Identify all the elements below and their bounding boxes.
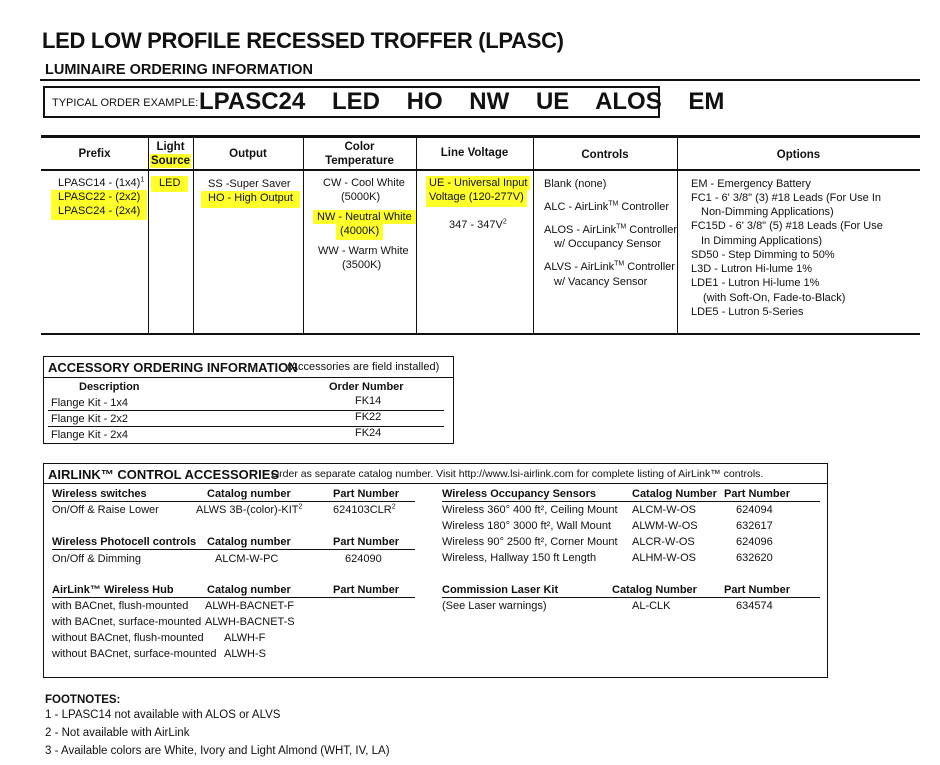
laser-kit-part: 634574 (736, 600, 773, 612)
voltage-347-text: 347 - 347V (449, 219, 503, 231)
footnote-ref: 1 (140, 176, 145, 184)
footnote-2: 2 - Not available with AirLink (45, 727, 190, 739)
controls-alos-sensor: w/ Occupancy Sensor (554, 238, 661, 250)
color-cw: CW - Cool White (323, 177, 405, 189)
wireless-switch-part-text: 624103CLR (333, 504, 392, 516)
accessory-order: FK22 (355, 411, 382, 423)
color-nw: NW - Neutral White (313, 210, 416, 224)
output-ho: HO - High Output (201, 191, 300, 208)
option-em: EM - Emergency Battery (691, 178, 811, 190)
column-divider (677, 135, 678, 335)
airlink-note: Order as separate catalog number. Visit http://www.lsi-airlink.com for complete listing of AirLink™ controls. (271, 468, 764, 480)
header-prefix: Prefix (78, 148, 111, 160)
trademark: TM (616, 223, 627, 231)
controls-alvs (544, 260, 675, 274)
color-cw-kelvin: (5000K) (341, 191, 381, 203)
column-divider (416, 135, 417, 335)
ordering-table (41, 135, 920, 335)
hub-item: without BACnet, flush-mounted (52, 632, 204, 644)
wireless-switches-heading: Wireless switches (52, 488, 147, 500)
controls-alvs-suffix: Controller (624, 261, 675, 273)
divider (43, 483, 828, 484)
option-fc1-note: Non-Dimming Applications) (701, 206, 834, 218)
table-bottom-rule (41, 333, 920, 335)
wireless-switch-part (333, 504, 396, 516)
header-light-source (148, 140, 193, 168)
occupancy-part: 632617 (736, 520, 773, 532)
accessory-col-order-number: Order Number (329, 381, 404, 393)
hub-heading: AirLink™ Wireless Hub (52, 584, 174, 596)
controls-alc-text: ALC - AirLink (544, 201, 609, 213)
option-fc1: FC1 - 6' 3/8" (3) #18 Leads (For Use In (691, 192, 882, 204)
hub-item: with BACnet, flush-mounted (52, 600, 189, 612)
wireless-switch-catalog-text: ALWS 3B-(color)-KIT (196, 504, 299, 516)
accessory-desc: Flange Kit - 2x2 (51, 413, 129, 425)
example-code-prefix: LPASC24 (199, 88, 306, 115)
controls-alvs-text: ALVS - AirLink (544, 261, 615, 273)
heading-underline (442, 501, 820, 502)
controls-blank: Blank (none) (544, 178, 607, 190)
header-color-line2: Temperature (325, 155, 394, 167)
laser-kit-heading: Commission Laser Kit (442, 584, 559, 596)
col-part-number: Part Number (333, 584, 400, 596)
footnotes-title: FOOTNOTES: (45, 694, 121, 706)
divider (40, 79, 920, 81)
heading-underline (442, 597, 820, 598)
occupancy-item: Wireless 90° 2500 ft², Corner Mount (442, 536, 618, 548)
header-controls: Controls (581, 149, 629, 161)
footnote-1: 1 - LPASC14 not available with ALOS or ALVS (45, 709, 281, 721)
controls-alc-suffix: Controller (618, 201, 670, 213)
column-divider (193, 135, 194, 335)
footnote-ref: 2 (502, 218, 507, 226)
col-catalog-number: Catalog Number (632, 488, 717, 500)
option-lde5: LDE5 - Lutron 5-Series (691, 306, 804, 318)
row-divider (48, 426, 444, 427)
controls-alos-suffix: Controller (626, 224, 677, 236)
accessory-title: ACCESSORY ORDERING INFORMATION (48, 360, 298, 375)
voltage-ue: UE - Universal Input (426, 176, 530, 190)
hub-item: without BACnet, surface-mounted (52, 648, 217, 660)
column-divider (533, 135, 534, 335)
accessory-note: (Accessories are field installed) (287, 361, 440, 373)
voltage-ue-range: Voltage (120-277V) (426, 190, 527, 207)
option-l3d: L3D - Lutron Hi-lume 1% (691, 263, 813, 275)
accessory-order: FK14 (355, 395, 382, 407)
controls-alvs-sensor: w/ Vacancy Sensor (554, 276, 648, 288)
header-color-line1: Color (344, 141, 375, 153)
option-fc15d-note: In Dimming Applications) (701, 235, 823, 247)
wireless-switch-catalog (196, 504, 302, 516)
footnote-ref: 2 (391, 503, 396, 511)
photocell-catalog: ALCM-W-PC (215, 553, 279, 565)
footnote-3: 3 - Available colors are White, Ivory and Light Almond (WHT, IV, LA) (45, 745, 390, 757)
option-fc15d: FC15D - 6' 3/8" (5) #18 Leads (For Use (691, 220, 883, 232)
occupancy-item: Wireless 180° 3000 ft², Wall Mount (442, 520, 612, 532)
section-title-luminaire-ordering: LUMINAIRE ORDERING INFORMATION (45, 62, 313, 78)
row-divider (48, 410, 444, 411)
accessory-order: FK24 (355, 427, 382, 439)
airlink-title: AIRLINK™ CONTROL ACCESSORIES (48, 467, 280, 482)
page-title: LED LOW PROFILE RECESSED TROFFER (LPASC) (42, 28, 564, 53)
prefix-lpasc14 (58, 176, 144, 190)
trademark: TM (608, 200, 619, 208)
header-light-source-line1: Light (156, 141, 185, 153)
trademark: TM (614, 260, 625, 268)
hub-catalog: ALWH-F (224, 632, 266, 644)
col-catalog-number: Catalog Number (612, 584, 697, 596)
option-sd50: SD50 - Step Dimming to 50% (691, 249, 835, 261)
hub-catalog: ALWH-S (224, 648, 266, 660)
occupancy-catalog: ALCM-W-OS (632, 504, 696, 516)
table-top-rule (41, 135, 920, 138)
option-lde1-note: (with Soft-On, Fade-to-Black) (703, 292, 846, 304)
example-code-light-source: LED (331, 88, 380, 115)
accessory-desc: Flange Kit - 2x4 (51, 429, 129, 441)
controls-alc (544, 200, 669, 214)
occupancy-part: 632620 (736, 552, 773, 564)
col-catalog-number: Catalog number (207, 536, 291, 548)
order-example-code (199, 88, 744, 116)
occupancy-part: 624096 (736, 536, 773, 548)
col-part-number: Part Number (724, 488, 791, 500)
photocell-heading: Wireless Photocell controls (52, 536, 197, 548)
occupancy-catalog: ALHM-W-OS (632, 552, 696, 564)
laser-kit-item: (See Laser warnings) (442, 600, 547, 612)
output-ss: SS -Super Saver (208, 178, 291, 190)
prefix-lpasc14-text: LPASC14 - (1x4) (58, 177, 141, 189)
header-output: Output (229, 148, 267, 160)
color-nw-kelvin: (4000K) (336, 224, 383, 240)
wireless-switch-item: On/Off & Raise Lower (52, 504, 159, 516)
laser-kit-catalog: AL-CLK (632, 600, 671, 612)
prefix-lpasc24: LPASC24 - (2x4) (51, 204, 147, 220)
divider (43, 377, 454, 378)
example-code-controls: ALOS (595, 88, 662, 115)
occupancy-item: Wireless 360° 400 ft², Ceiling Mount (442, 504, 618, 516)
color-ww-kelvin: (3500K) (342, 259, 382, 271)
example-code-color: NW (469, 88, 510, 115)
controls-alos-text: ALOS - AirLink (544, 224, 617, 236)
occupancy-heading: Wireless Occupancy Sensors (442, 488, 596, 500)
col-part-number: Part Number (724, 584, 791, 596)
col-part-number: Part Number (333, 488, 400, 500)
example-code-options: EM (688, 88, 725, 115)
heading-underline (52, 597, 415, 598)
accessory-col-description: Description (79, 381, 140, 393)
order-example-label: TYPICAL ORDER EXAMPLE: (52, 97, 199, 109)
header-color-temperature (303, 140, 416, 168)
hub-catalog: ALWH-BACNET-S (205, 616, 295, 628)
occupancy-part: 624094 (736, 504, 773, 516)
occupancy-catalog: ALCR-W-OS (632, 536, 695, 548)
col-catalog-number: Catalog number (207, 488, 291, 500)
occupancy-item: Wireless, Hallway 150 ft Length (442, 552, 597, 564)
hub-item: with BACnet, surface-mounted (52, 616, 202, 628)
controls-alos (544, 223, 677, 237)
option-lde1: LDE1 - Lutron Hi-lume 1% (691, 277, 820, 289)
color-ww: WW - Warm White (318, 245, 409, 257)
photocell-item: On/Off & Dimming (52, 553, 142, 565)
light-source-led: LED (151, 176, 188, 192)
voltage-347 (449, 218, 507, 232)
hub-catalog: ALWH-BACNET-F (205, 600, 295, 612)
heading-underline (52, 549, 415, 550)
example-code-output: HO (406, 88, 443, 115)
table-header-rule (41, 169, 920, 171)
photocell-part: 624090 (345, 553, 382, 565)
header-line-voltage: Line Voltage (440, 147, 509, 159)
footnote-ref: 2 (298, 503, 303, 511)
example-code-voltage: UE (535, 88, 570, 115)
col-part-number: Part Number (333, 536, 400, 548)
col-catalog-number: Catalog number (207, 584, 291, 596)
heading-underline (52, 501, 415, 502)
accessory-desc: Flange Kit - 1x4 (51, 397, 129, 409)
occupancy-catalog: ALWM-W-OS (632, 520, 698, 532)
prefix-lpasc22: LPASC22 - (2x2) (51, 190, 147, 204)
header-light-source-line2: Source (151, 155, 190, 167)
header-options: Options (776, 149, 821, 161)
